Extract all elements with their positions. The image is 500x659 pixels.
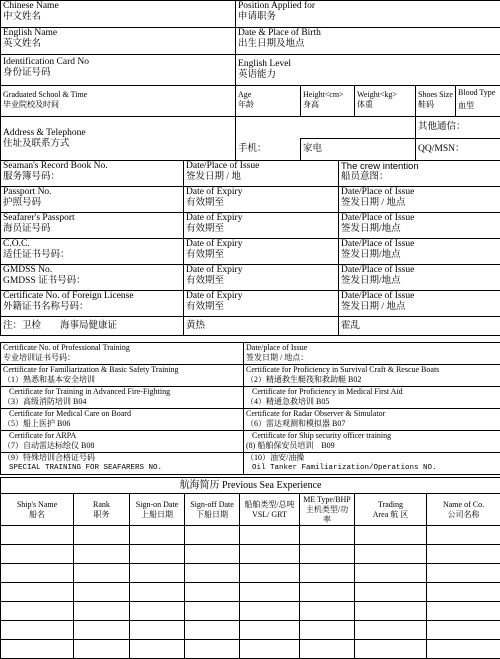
sea-experience-cell[interactable] [130,526,185,545]
yellow-fever-field[interactable]: 黄热 [184,317,339,336]
crew-intention-field[interactable]: The crew intention 船员意图： [339,161,500,187]
sea-experience-cell[interactable] [1,583,74,602]
sea-experience-cell[interactable] [74,545,130,564]
sea-experience-cell[interactable] [185,564,240,583]
address-blank[interactable] [236,117,416,139]
sea-experience-cell[interactable] [300,621,355,640]
sea-experience-cell[interactable] [74,621,130,640]
training-row [1,453,500,475]
height-field[interactable]: Height<cm> 身高 [301,86,355,117]
sea-experience-cell[interactable] [185,621,240,640]
id-card-field[interactable]: Identification Card No 身份证号码 [1,55,236,86]
expiry-field[interactable]: Date of Expiry 有效期至 [184,213,339,239]
cert-row [1,265,500,291]
sea-experience-title: 航海简历 Previous Sea Experience [1,478,500,494]
sea-experience-row [1,526,500,545]
cert-row [1,291,500,317]
col-sign-off: Sign-off Date 下船日期 [185,494,240,526]
sea-experience-cell[interactable] [427,621,500,640]
sea-experience-cell[interactable] [355,545,427,564]
passport-field[interactable]: Passport No. 护照号码 [1,187,184,213]
cholera-field[interactable]: 霍乱 [339,317,500,336]
sea-experience-header [1,494,500,526]
sea-experience-cell[interactable] [427,583,500,602]
issue-field[interactable]: Date/Place of Issue 签发日期 / 地点 [339,187,500,213]
seafarers-passport-field[interactable]: Seafarer's Passport 海员证号码 [1,213,184,239]
sea-experience-cell[interactable] [74,640,130,659]
sea-experience-cell[interactable] [1,621,74,640]
blood-field[interactable]: Blood Type 血型 [456,86,500,117]
cert-row [1,239,500,265]
seamans-book-field[interactable]: Seaman's Record Book No. 服务簿号码： [1,161,184,187]
sea-experience-cell[interactable] [1,545,74,564]
sea-experience-cell[interactable] [130,564,185,583]
col-trading-area: Trading Area 航 区 [355,494,427,526]
coc-field[interactable]: C.O.C. 适任证书号码： [1,239,184,265]
sea-experience-cell[interactable] [130,621,185,640]
sea-experience-cell[interactable] [130,640,185,659]
basic-safety-field[interactable]: Certificate for Familiarization & Basic Safety Training （1）熟悉和基本安全培训 [1,365,244,387]
cert-row [1,187,500,213]
home-phone-field[interactable]: 家电 [301,139,416,161]
shoes-field[interactable]: Shoes Size 鞋码 [416,86,456,117]
personal-info-table [0,0,500,161]
sea-experience-cell[interactable] [1,526,74,545]
sea-experience-cell[interactable] [300,583,355,602]
english-level-field[interactable]: English Level 英语能力 [236,55,500,86]
chinese-name-field[interactable]: Chinese Name 中文姓名 [1,1,236,28]
sea-experience-cell[interactable] [130,545,185,564]
issue-field[interactable]: Date/Place of Issue 签发日期/地点 [339,213,500,239]
dob-field[interactable]: Date & Place of Birth 出生日期及地点 [236,28,500,55]
sea-experience-cell[interactable] [240,526,300,545]
cert-row [1,161,500,187]
col-vessel-type: 船舶类型/总吨 VSL/ GRT [240,494,300,526]
sea-experience-cell[interactable] [355,621,427,640]
sea-experience-cell[interactable] [427,564,500,583]
medical-care-field[interactable]: Certificate for Medical Care on Board （5）船上医护 B06 [1,409,244,431]
col-me-type: ME Type/BHP 主机类型/功率 [300,494,355,526]
issue-field[interactable]: Date/Place of Issue 签发日期/地点 [339,265,500,291]
oil-tanker-field[interactable]: （10）油安/油操 Oil Tanker Familiarization/Operations NO. [244,453,500,475]
sea-experience-cell[interactable] [1,602,74,621]
health-cert-field[interactable]: 注：卫检 海事局健康证 [1,317,184,336]
sea-experience-row [1,583,500,602]
sea-experience-cell[interactable] [240,583,300,602]
sea-experience-cell[interactable] [74,602,130,621]
sea-experience-cell[interactable] [355,583,427,602]
sea-experience-row [1,564,500,583]
sea-experience-cell[interactable] [355,526,427,545]
expiry-field[interactable]: Date of Expiry 有效期至 [184,187,339,213]
foreign-license-field[interactable]: Certificate No. of Foreign License 外籍证书名称号码： [1,291,184,317]
training-row [1,387,500,409]
qq-field[interactable]: QQ/MSN： [416,139,500,161]
sea-experience-cell[interactable] [355,602,427,621]
sea-experience-cell[interactable] [240,602,300,621]
sea-experience-cell[interactable] [300,602,355,621]
sea-experience-row [1,640,500,659]
age-field[interactable]: Age 年龄 [236,86,301,117]
sea-experience-rows [1,526,500,659]
sea-experience-cell[interactable] [427,526,500,545]
special-training-field[interactable]: （9）特殊培训合格证号码 SPECIAL TRAINING FOR SEAFARERS NO. [1,453,244,475]
sea-experience-cell[interactable] [240,564,300,583]
training-issue-header: Date/place of Issue 签发日期 / 地点： [244,343,500,365]
expiry-field[interactable]: Date of Expiry 有效期至 [184,291,339,317]
sea-experience-cell[interactable] [1,640,74,659]
radar-field[interactable]: Certificate for Radar Observer & Simulator （6）雷达观测和模拟器 B07 [244,409,500,431]
sea-experience-cell[interactable] [300,545,355,564]
weight-field[interactable]: Weight<kg> 体重 [355,86,416,117]
sea-experience-cell[interactable] [300,564,355,583]
col-ship-name: Ship's Name 船名 [1,494,74,526]
col-sign-on: Sign-on Date 上船日期 [130,494,185,526]
sea-experience-cell[interactable] [300,526,355,545]
training-cert-header: Certificate No. of Professional Training 专业培训证书号码： [1,343,244,365]
col-rank: Rank 职务 [74,494,130,526]
sea-experience-row [1,602,500,621]
mobile-field[interactable]: 手机： [236,139,301,161]
certificates-table [0,160,500,336]
sea-experience-cell[interactable] [185,602,240,621]
training-row [1,409,500,431]
sea-experience-cell[interactable] [427,640,500,659]
training-row [1,365,500,387]
address-field[interactable]: Address & Telephone 住址及联系方式 [1,117,236,161]
sea-experience-cell[interactable] [240,640,300,659]
sea-experience-cell[interactable] [355,564,427,583]
sea-experience-cell[interactable] [130,583,185,602]
issue-field[interactable]: Date/Place of Issue 签发日期/地点 [339,239,500,265]
issue-field[interactable]: Date/Place of Issue 签发日期 / 地 [184,161,339,187]
fire-fighting-field[interactable]: Certificate for Training in Advanced Fire-Fighting （3）高级消防培训 B04 [1,387,244,409]
sea-experience-cell[interactable] [74,564,130,583]
issue-field[interactable]: Date/Place of Issue 签发日期 / 地点 [339,291,500,317]
position-field[interactable]: Position Applied for 申请职务 [236,1,500,28]
survival-craft-field[interactable]: Certificate for Proficiency in Survival Craft & Rescue Boats （2）精通救生艇筏和救助艇 B02 [244,365,500,387]
sea-experience-cell[interactable] [355,640,427,659]
sea-experience-cell[interactable] [185,583,240,602]
sea-experience-cell[interactable] [185,640,240,659]
sea-experience-cell[interactable] [300,640,355,659]
expiry-field[interactable]: Date of Expiry 有效期至 [184,265,339,291]
sea-experience-cell[interactable] [1,564,74,583]
first-aid-field[interactable]: Certificate for Proficiency in Medical First Aid （4）精通急救培训 B05 [244,387,500,409]
sea-experience-cell[interactable] [74,526,130,545]
other-contact-field[interactable]: 其他通信： [416,117,500,139]
arpa-field[interactable]: Certificate for ARPA （7）自动雷达标绘仪 B08 [1,431,244,453]
sea-experience-row [1,621,500,640]
sea-experience-cell[interactable] [240,621,300,640]
expiry-field[interactable]: Date of Expiry 有效期至 [184,239,339,265]
sea-experience-cell[interactable] [427,602,500,621]
sea-experience-cell[interactable] [185,545,240,564]
sea-experience-cell[interactable] [130,602,185,621]
cert-row [1,213,500,239]
sea-experience-row [1,545,500,564]
training-table [0,342,500,475]
sea-experience-cell[interactable] [74,583,130,602]
training-row [1,431,500,453]
sea-experience-cell[interactable] [185,526,240,545]
sea-experience-cell[interactable] [427,545,500,564]
english-name-field[interactable]: English Name 英文姓名 [1,28,236,55]
col-company: Name of Co. 公司名称 [427,494,500,526]
security-officer-field[interactable]: Certificate for Ship security officer training (8) 船舶保安员培训 B09 [244,431,500,453]
sea-experience-table [0,477,500,659]
gmdss-field[interactable]: GMDSS No. GMDSS 证书号码： [1,265,184,291]
health-row [1,317,500,336]
sea-experience-cell[interactable] [240,545,300,564]
school-field[interactable]: Graduated School & Time 毕业院校及时间 [1,86,236,117]
